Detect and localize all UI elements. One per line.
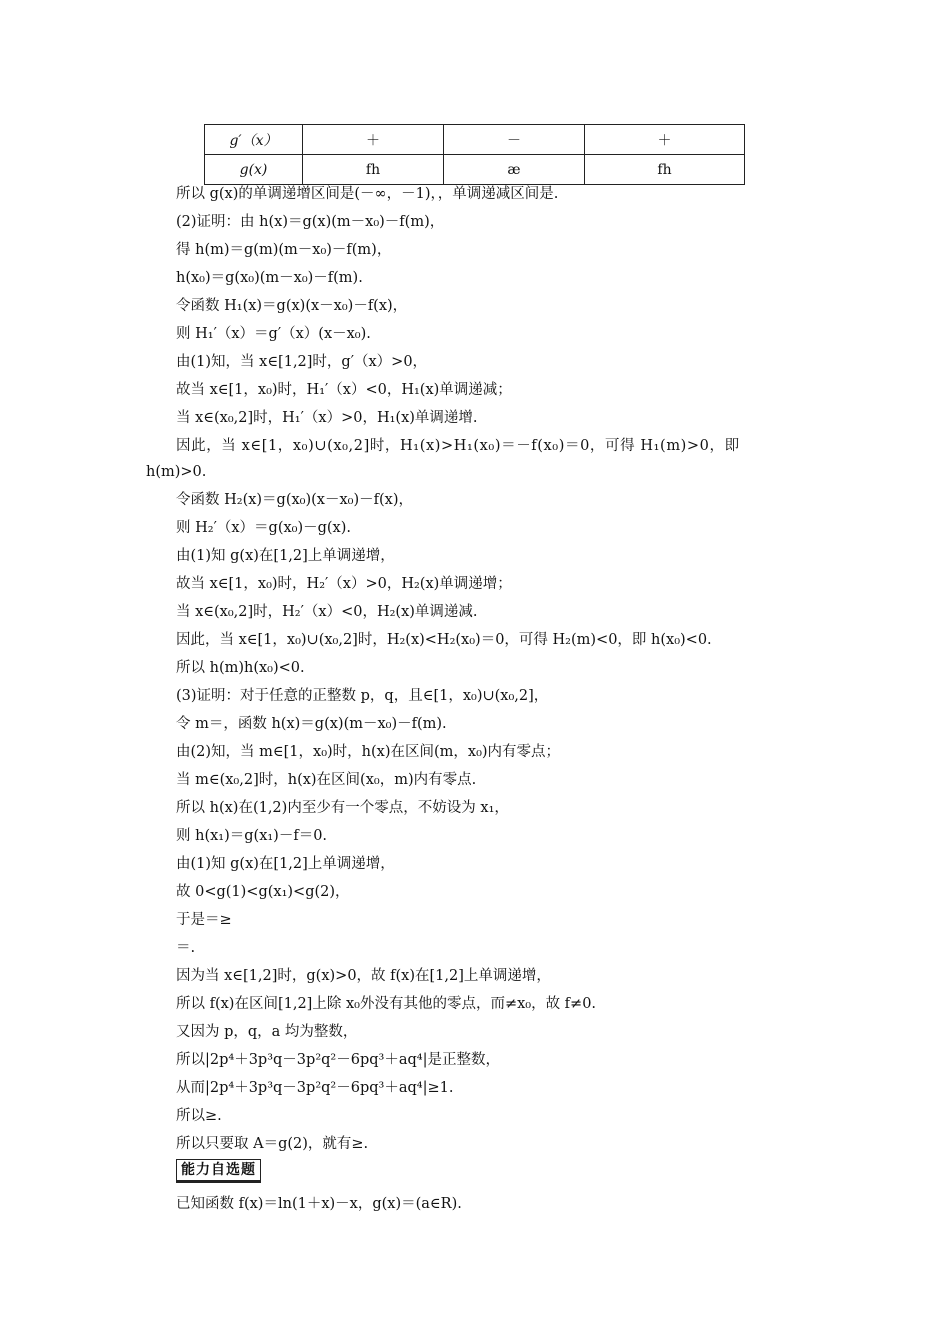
text-line: 则 H₂′（x）＝g(x₀)－g(x). [176, 520, 352, 536]
text-line: 当 x∈(x₀,2]时，H₁′（x）>0，H₁(x)单调递增. [176, 410, 478, 426]
text-line: h(x₀)＝g(x₀)(m－x₀)－f(m). [176, 270, 363, 286]
table-row-header: g′（x） [205, 125, 303, 155]
text-line: 得 h(m)＝g(m)(m－x₀)－f(m)， [176, 242, 392, 258]
text-line: 所以 h(x)在(1,2)内至少有一个零点，不妨设为 x₁， [176, 800, 509, 816]
text-line: 从而|2p⁴＋3p³q－3p²q²－6pq³＋aq⁴|≥1. [176, 1080, 454, 1096]
text-line: 所以 g(x)的单调递增区间是(－∞，－1)，，单调递减区间是. [176, 186, 559, 202]
table-row [205, 155, 745, 185]
table-cell: － [444, 125, 585, 155]
text-line: 因此，当 x∈[1，x₀)∪(x₀,2]时，H₂(x)<H₂(x₀)＝0，可得 H₂(m)<0，即 h(x₀)<0. [176, 632, 712, 648]
text-line: ＝. [176, 940, 196, 956]
text-line: 所以 f(x)在区间[1,2]上除 x₀外没有其他的零点，而≠x₀，故 f≠0. [176, 996, 597, 1012]
table-cell: fh [303, 155, 444, 185]
text-line: 当 x∈(x₀,2]时，H₂′（x）<0，H₂(x)单调递减. [176, 604, 478, 620]
problem-statement: 已知函数 f(x)＝ln(1＋x)－x，g(x)＝(a∈R). [176, 1196, 462, 1212]
text-line: 因为当 x∈[1,2]时，g(x)>0，故 f(x)在[1,2]上单调递增， [176, 968, 551, 984]
table-cell: æ [444, 155, 585, 185]
sign-table [204, 124, 745, 185]
text-line: 令函数 H₂(x)＝g(x₀)(x－x₀)－f(x)， [176, 492, 413, 508]
text-line: 所以|2p⁴＋3p³q－3p²q²－6pq³＋aq⁴|是正整数， [176, 1052, 500, 1068]
text-line: 于是＝≥ [176, 912, 232, 928]
text-line: 由(1)知，当 x∈[1,2]时，g′（x）>0， [176, 354, 428, 370]
text-line: h(m)>0. [146, 464, 207, 480]
text-line: 由(1)知 g(x)在[1,2]上单调递增， [176, 548, 395, 564]
table-row-header: g(x) [205, 155, 303, 185]
text-line: 所以≥. [176, 1108, 222, 1124]
table-cell: ＋ [303, 125, 444, 155]
table-cell: ＋ [585, 125, 745, 155]
text-line: 故 0<g(1)<g(x₁)<g(2)， [176, 884, 350, 900]
text-line: 令 m＝，函数 h(x)＝g(x)(m－x₀)－f(m). [176, 716, 447, 732]
section-badge: 能力自选题 [176, 1159, 261, 1183]
text-line: 又因为 p，q，a 均为整数， [176, 1024, 358, 1040]
text-line: (3)证明：对于任意的正整数 p，q，且∈[1，x₀)∪(x₀,2]， [176, 688, 549, 704]
text-line: 则 h(x₁)＝g(x₁)－f＝0. [176, 828, 328, 844]
text-line: 由(2)知，当 m∈[1，x₀)时，h(x)在区间(m，x₀)内有零点； [176, 744, 561, 760]
text-line: 令函数 H₁(x)＝g(x)(x－x₀)－f(x)， [176, 298, 408, 314]
table-cell: fh [585, 155, 745, 185]
text-line: 故当 x∈[1，x₀)时，H₁′（x）<0，H₁(x)单调递减； [176, 382, 512, 398]
text-line: 则 H₁′（x）＝g′（x）(x－x₀). [176, 326, 371, 342]
text-line: 故当 x∈[1，x₀)时，H₂′（x）>0，H₂(x)单调递增； [176, 576, 512, 592]
table-row [205, 125, 745, 155]
text-line: 所以只要取 A＝g(2)，就有≥. [176, 1136, 369, 1152]
text-line: 所以 h(m)h(x₀)<0. [176, 660, 305, 676]
text-line: 因此，当 x∈[1，x₀)∪(x₀,2]时，H₁(x)>H₁(x₀)＝－f(x₀)＝0，可得 H₁(m)>0，即 [176, 438, 740, 454]
text-line: (2)证明：由 h(x)＝g(x)(m－x₀)－f(m)， [176, 214, 445, 230]
text-line: 当 m∈(x₀,2]时，h(x)在区间(x₀，m)内有零点. [176, 772, 477, 788]
text-line: 由(1)知 g(x)在[1,2]上单调递增， [176, 856, 395, 872]
